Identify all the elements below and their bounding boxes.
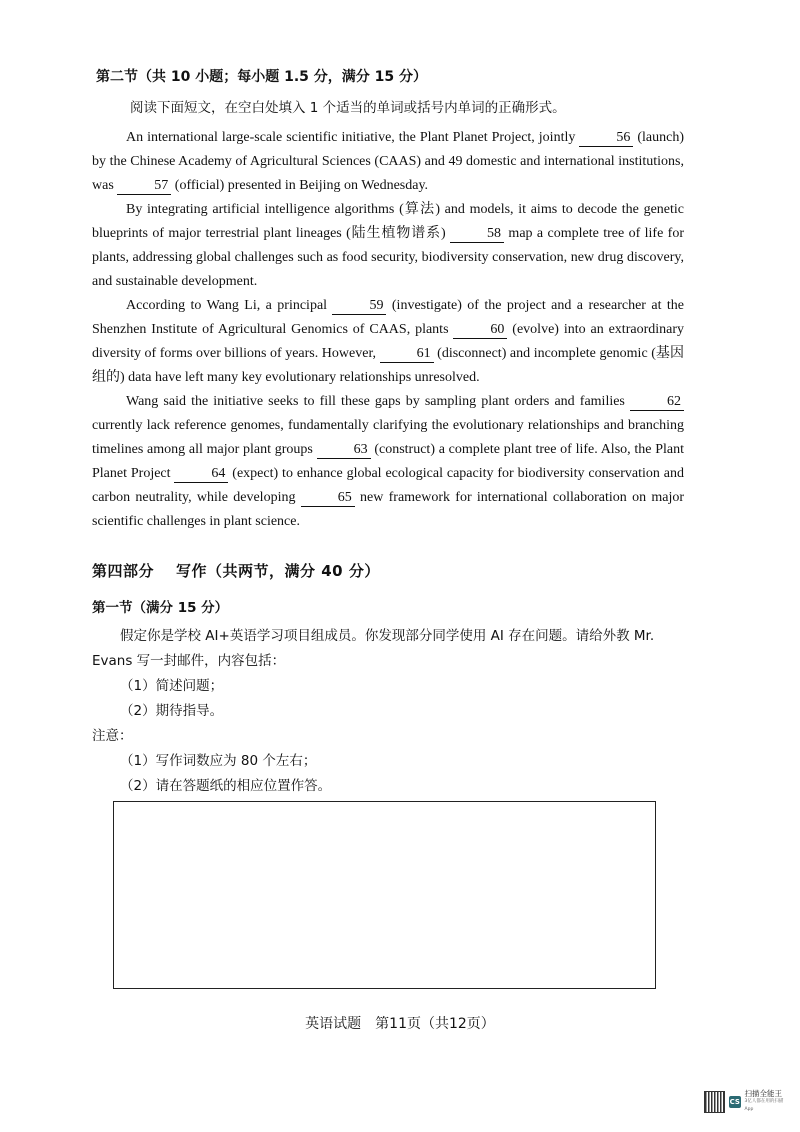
writing-prompt: 假定你是学校 AI+英语学习项目组成员。你发现部分同学使用 AI 存在问题。请给外教 Mr. Evans 写一封邮件，内容包括： (92, 628, 655, 669)
answer-box (113, 801, 656, 989)
passage-paragraph-1 (92, 126, 684, 198)
blank-56: 56 (579, 130, 633, 147)
note-item: （1）写作词数应为 80 个左右； (120, 753, 317, 769)
passage-text: (investigate) of the project and a researcher at the Shenzhen Institute of Agricultural Genomics of CAAS, plants (92, 298, 684, 337)
cloze-passage (92, 126, 684, 534)
passage-text: new framework for international collaboration on major scientific challenges in plant science. (92, 490, 685, 529)
blank-65: 65 (301, 490, 355, 507)
scanner-watermark (704, 1087, 790, 1117)
note-label: 注意： (92, 728, 133, 744)
writing-section-1-heading: 第一节（满分 15 分） (92, 600, 229, 616)
passage-text: currently lack reference genomes, fundamentally clarifying the evolutionary relationships and branching timelines among all major plant groups (92, 418, 684, 457)
passage-paragraph-2 (92, 198, 684, 294)
camscanner-logo-icon: CS (729, 1098, 740, 1106)
qr-code-icon (704, 1091, 725, 1113)
passage-text: An international large-scale scientific initiative, the Plant Planet Project, jointly (126, 130, 580, 145)
blank-57: 57 (117, 178, 171, 195)
passage-paragraph-3 (92, 294, 684, 390)
requirement-item: （1）简述问题； (120, 678, 224, 694)
passage-text: (official) presented in Beijing on Wednesday. (171, 178, 429, 193)
blank-61: 61 (380, 346, 434, 363)
passage-text: (evolve) into an extraordinary diversity of forms over billions of years. However, (92, 322, 685, 361)
passage-text: (launch) by the Chinese Academy of Agricultural Sciences (CAAS) and 49 domestic and international institutions, was (92, 130, 684, 193)
passage-text: By integrating artificial intelligence algorithms (算法) and models, it aims to decode the genetic blueprints of major terrestrial plant lineages (陆生植物谱系) (92, 202, 684, 241)
passage-text: Wang said the initiative seeks to fill these gaps by sampling plant orders and families (126, 394, 630, 409)
scanner-tagline: 3亿人都在用的扫描App (744, 1099, 784, 1112)
passage-text: map a complete tree of life for plants, addressing global challenges such as food security, biodiversity conservation, new drug discovery, and sustainable development. (92, 226, 684, 289)
blank-58: 58 (450, 226, 504, 243)
part-4-heading (92, 560, 380, 581)
blank-62: 62 (630, 394, 684, 411)
scanner-watermark-text (745, 1090, 790, 1114)
part-4-subtitle: 写作（共两节，满分 40 分） (176, 562, 380, 580)
passage-text: According to Wang Li, a principal (126, 298, 333, 313)
blank-64: 64 (174, 466, 228, 483)
page-footer: 英语试题 第11页（共12页） (305, 1016, 495, 1032)
scanner-app-name: 扫描全能王 (744, 1089, 783, 1098)
blank-63: 63 (317, 442, 371, 459)
part-4-title: 第四部分 (92, 562, 155, 580)
blank-60: 60 (453, 322, 507, 339)
passage-paragraph-4 (92, 390, 684, 534)
blank-59: 59 (332, 298, 386, 315)
section-2-instruction: 阅读下面短文，在空白处填入 1 个适当的单词或括号内单词的正确形式。 (130, 100, 566, 116)
writing-task (92, 624, 692, 799)
section-2-heading: 第二节（共 10 小题；每小题 1.5 分，满分 15 分） (96, 69, 428, 85)
passage-text: (construct) a complete plant tree of life. Also, the Plant Planet Project (92, 442, 684, 481)
passage-text: (expect) to enhance global ecological capacity for biodiversity conservation and carbon neutrality, while developing (92, 466, 684, 505)
requirement-item: （2）期待指导。 (120, 703, 224, 719)
note-item: （2）请在答题纸的相应位置作答。 (120, 778, 332, 794)
passage-text: (disconnect) and incomplete genomic (基因组的) data have left many key evolutionary relationships unresolved. (92, 346, 684, 385)
